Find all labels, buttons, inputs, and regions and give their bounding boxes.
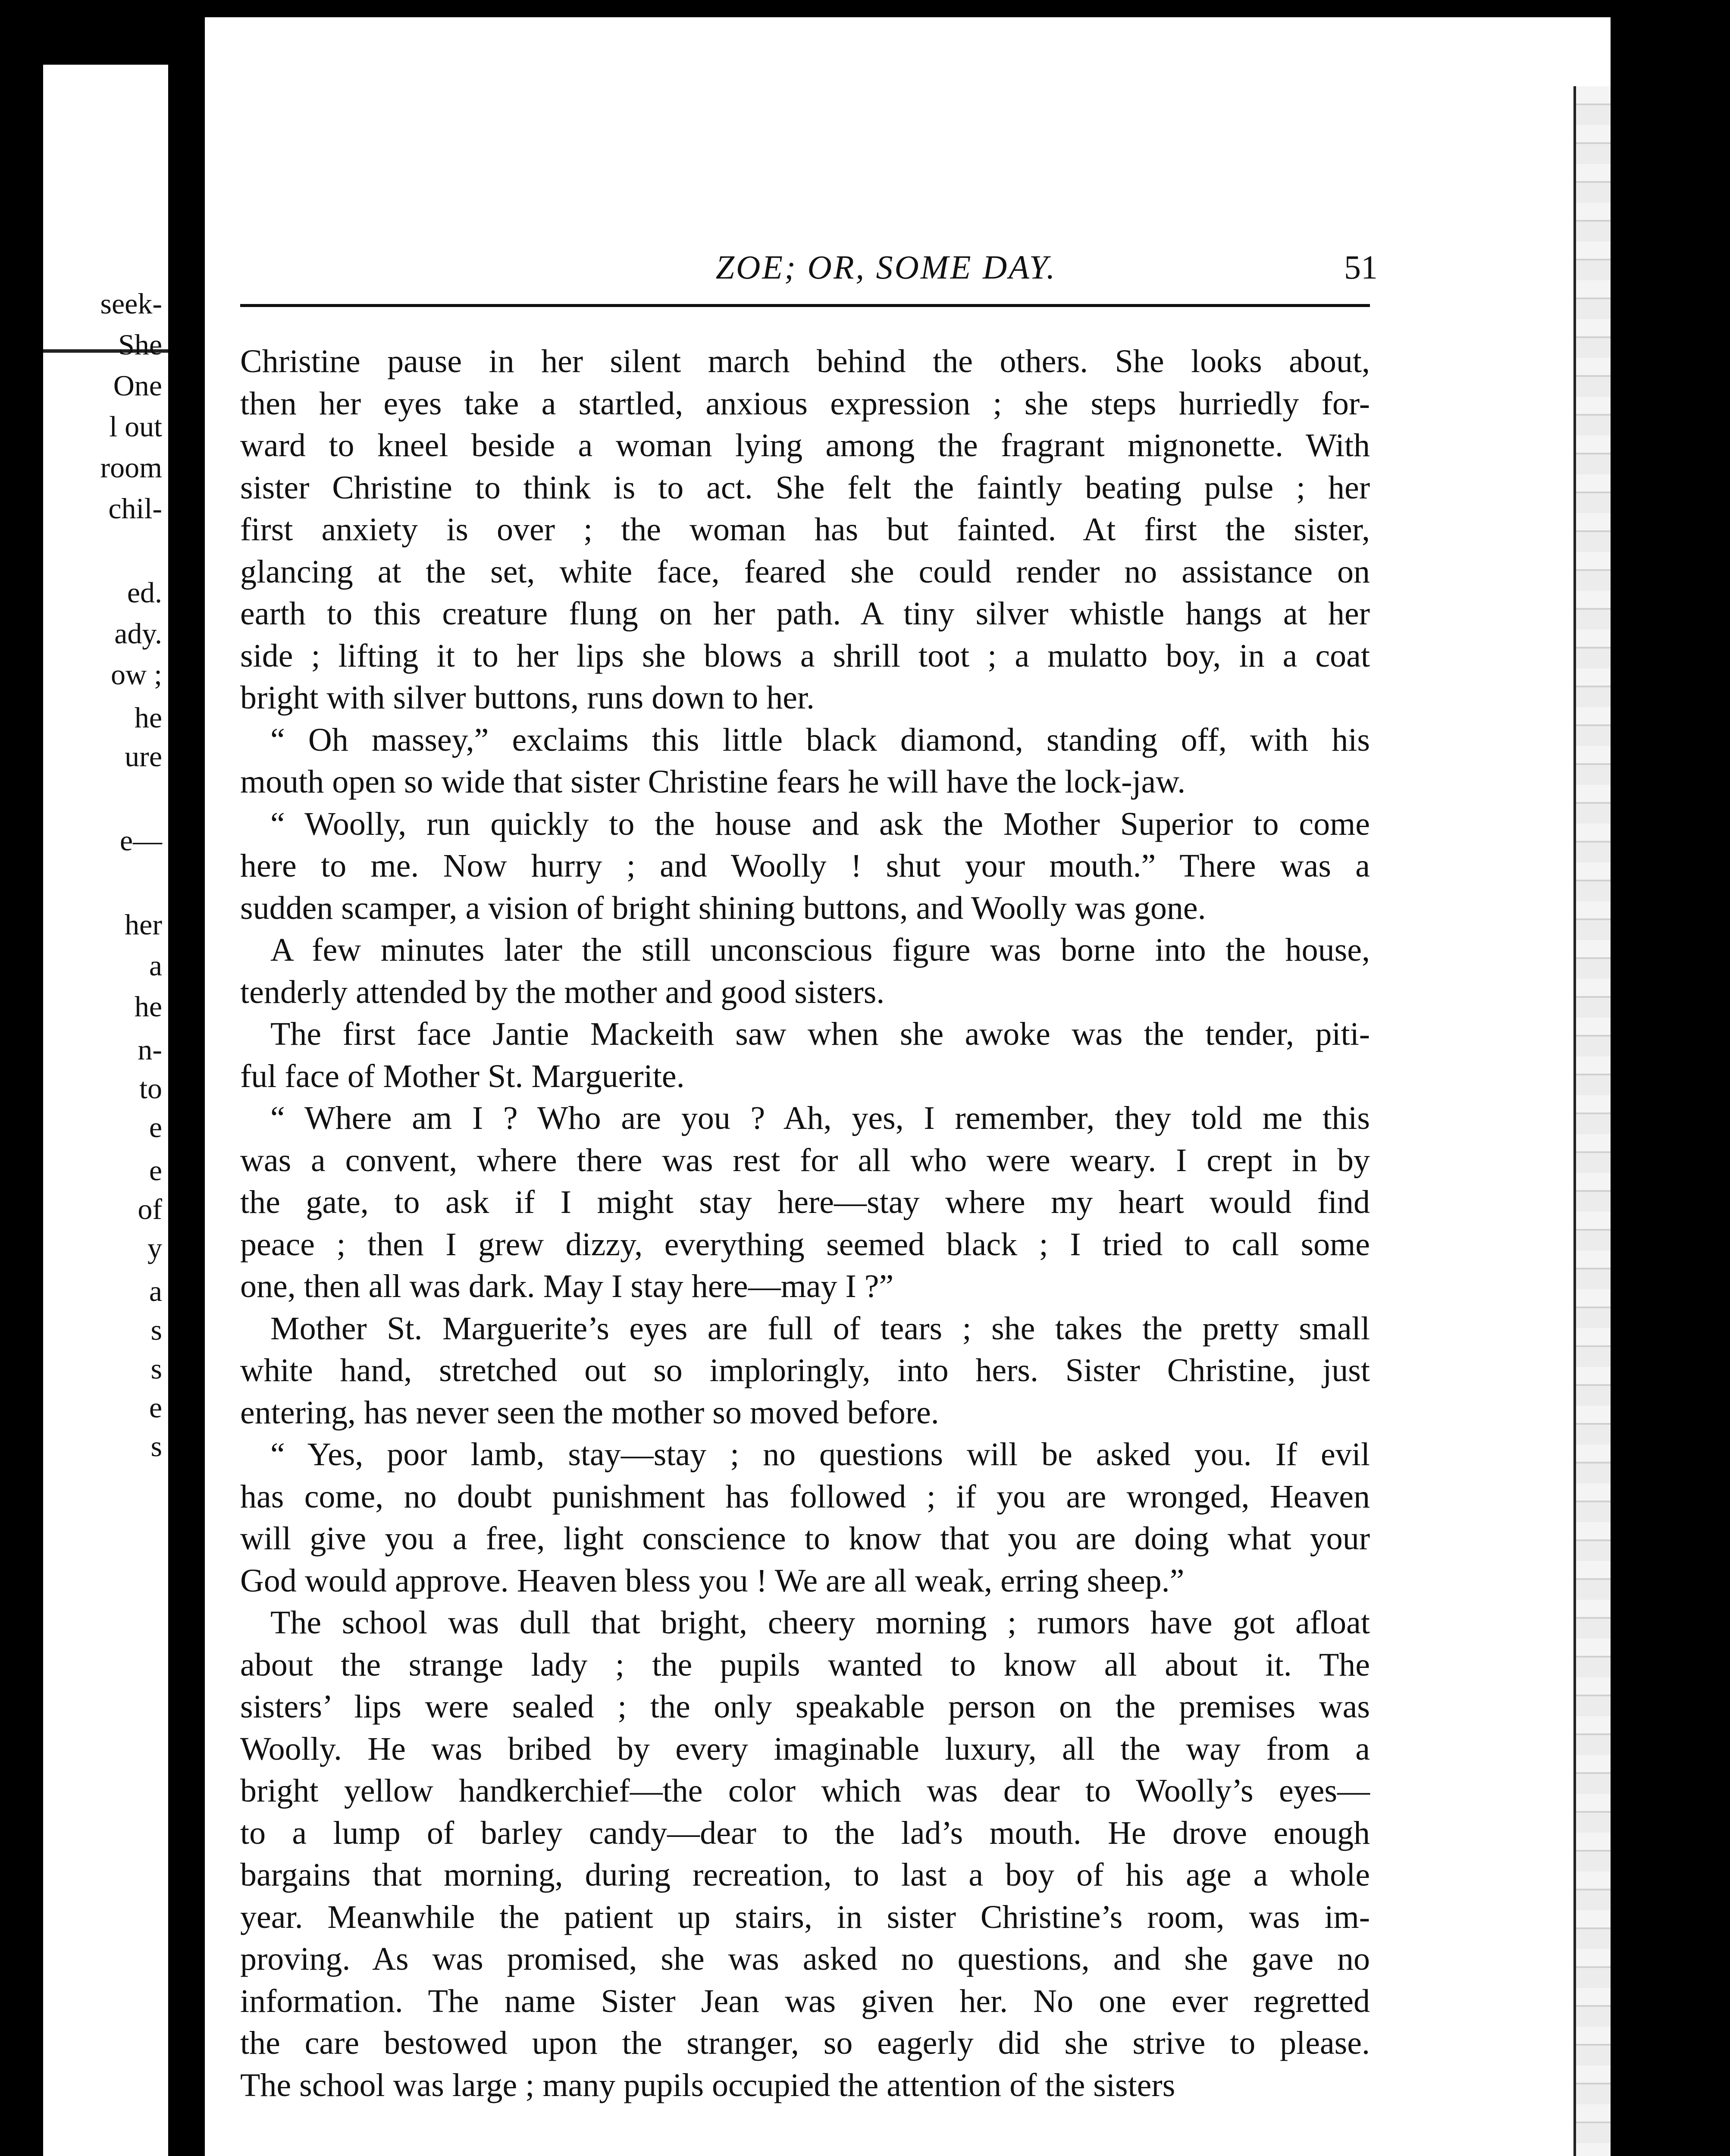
previous-page-fragment: he [134, 701, 162, 734]
text-line: sudden scamper, a vision of bright shining buttons, and Woolly was gone. [240, 890, 1206, 926]
previous-page-fragment: n- [138, 1033, 162, 1066]
text-line: glancing at the set, white face, feared she could render no assistance on [240, 553, 1370, 590]
previous-page-fragment: e— [119, 824, 162, 857]
text-line: first anxiety is over ; the woman has but fainted. At first the sister, [240, 511, 1370, 548]
text-line: “ Oh massey,” exclaims this little black diamond, standing off, with his [270, 721, 1370, 758]
page-number: 51 [1344, 248, 1378, 286]
text-line: ful face of Mother St. Marguerite. [240, 1058, 685, 1094]
previous-page-fragment: She [118, 328, 162, 361]
text-line: “ Woolly, run quickly to the house and ask the Mother Superior to come [270, 805, 1370, 842]
text-line: ward to kneel beside a woman lying among the fragrant mignonette. With [240, 427, 1370, 464]
text-line: “ Where am I ? Who are you ? Ah, yes, I remember, they told me this [270, 1100, 1370, 1136]
text-line: one, then all was dark. May I stay here—may I ?” [240, 1268, 894, 1304]
previous-page-fragment: l out [109, 410, 162, 443]
body-text [240, 341, 1370, 2106]
text-line: will give you a free, light conscience to know that you are doing what your [240, 1520, 1370, 1557]
previous-page-fragment: a [149, 949, 162, 982]
text-line: The school was large ; many pupils occupied the attention of the sisters [240, 2067, 1175, 2103]
text-line: about the strange lady ; the pupils wanted to know all about it. The [240, 1646, 1370, 1683]
previous-page-fragment: e [149, 1111, 162, 1144]
text-line: side ; lifting it to her lips she blows a shrill toot ; a mulatto boy, in a coat [240, 637, 1370, 674]
previous-page-fragment: ow ; [111, 658, 162, 691]
header-rule [240, 304, 1370, 307]
previous-page-fragment: ady. [114, 617, 162, 650]
previous-page-fragment: ed. [127, 576, 162, 609]
running-head [205, 246, 1611, 289]
previous-page-fragment: y [147, 1232, 162, 1264]
text-line: A few minutes later the still unconscious figure was borne into the house, [270, 932, 1370, 968]
previous-page-fragment: One [113, 369, 162, 402]
previous-page-fragment: e [149, 1154, 162, 1187]
text-line: to a lump of barley candy—dear to the lad’s mouth. He drove enough [240, 1814, 1370, 1851]
text-line: God would approve. Heaven bless you ! We are all weak, erring sheep.” [240, 1562, 1185, 1599]
text-line: earth to this creature flung on her path. A tiny silver whistle hangs at her [240, 595, 1370, 632]
text-line: The school was dull that bright, cheery morning ; rumors have got afloat [270, 1604, 1370, 1641]
text-line: Mother St. Marguerite’s eyes are full of tears ; she takes the pretty small [270, 1310, 1370, 1347]
text-line: was a convent, where there was rest for all who were weary. I crept in by [240, 1142, 1370, 1178]
text-line: “ Yes, poor lamb, stay—stay ; no questions will be asked you. If evil [270, 1436, 1370, 1473]
text-line: sisters’ lips were sealed ; the only speakable person on the premises was [240, 1689, 1370, 1725]
text-line: peace ; then I grew dizzy, everything seemed black ; I tried to call some [240, 1226, 1370, 1263]
previous-page-fragment: chil- [108, 492, 162, 525]
page-edge [1573, 86, 1611, 2156]
text-line: sister Christine to think is to act. She felt the faintly beating pulse ; her [240, 469, 1370, 506]
text-line: information. The name Sister Jean was given her. No one ever regretted [240, 1983, 1370, 2019]
text-line: bright yellow handkerchief—the color which was dear to Woolly’s eyes— [240, 1773, 1370, 1809]
text-line: proving. As was promised, she was asked no questions, and she gave no [240, 1941, 1370, 1977]
previous-page-fragment: he [134, 990, 162, 1023]
text-line: bargains that morning, during recreation, to last a boy of his age a whole [240, 1857, 1370, 1893]
previous-page-fragment: a [149, 1275, 162, 1307]
text-line: white hand, stretched out so imploringly, into hers. Sister Christine, just [240, 1352, 1370, 1388]
text-line: bright with silver buttons, runs down to her. [240, 680, 815, 716]
previous-page-fragment: s [150, 1313, 162, 1346]
book-page [205, 17, 1611, 2156]
text-line: tenderly attended by the mother and good sisters. [240, 974, 885, 1010]
text-line: the gate, to ask if I might stay here—stay where my heart would find [240, 1184, 1370, 1220]
previous-page-fragment: ure [125, 740, 162, 773]
text-line: then her eyes take a startled, anxious expression ; she steps hurriedly for- [240, 385, 1370, 422]
previous-page-sliver [43, 65, 168, 2156]
previous-page-fragment: room [100, 451, 162, 484]
previous-page-fragment: s [150, 1430, 162, 1463]
previous-page-fragment: e [149, 1391, 162, 1424]
running-head-title: ZOE; OR, SOME DAY. [715, 248, 1057, 286]
text-line: entering, has never seen the mother so moved before. [240, 1394, 939, 1431]
previous-page-fragment: of [138, 1193, 162, 1225]
text-line: has come, no doubt punishment has followed ; if you are wronged, Heaven [240, 1478, 1370, 1515]
text-line: here to me. Now hurry ; and Woolly ! shut your mouth.” There was a [240, 848, 1370, 884]
text-line: year. Meanwhile the patient up stairs, in sister Christine’s room, was im- [240, 1899, 1370, 1935]
text-line: mouth open so wide that sister Christine fears he will have the lock-jaw. [240, 764, 1186, 800]
text-line: the care bestowed upon the stranger, so eagerly did she strive to please. [240, 2025, 1370, 2061]
text-line: Christine pause in her silent march behind the others. She looks about, [240, 343, 1370, 379]
previous-page-fragment: to [139, 1072, 162, 1105]
text-line: Woolly. He was bribed by every imaginable luxury, all the way from a [240, 1730, 1370, 1767]
previous-page-fragment: seek- [100, 287, 162, 320]
previous-page-fragment: s [150, 1352, 162, 1385]
previous-page-fragment: her [125, 908, 162, 941]
text-line: The first face Jantie Mackeith saw when she awoke was the tender, piti- [270, 1016, 1370, 1052]
